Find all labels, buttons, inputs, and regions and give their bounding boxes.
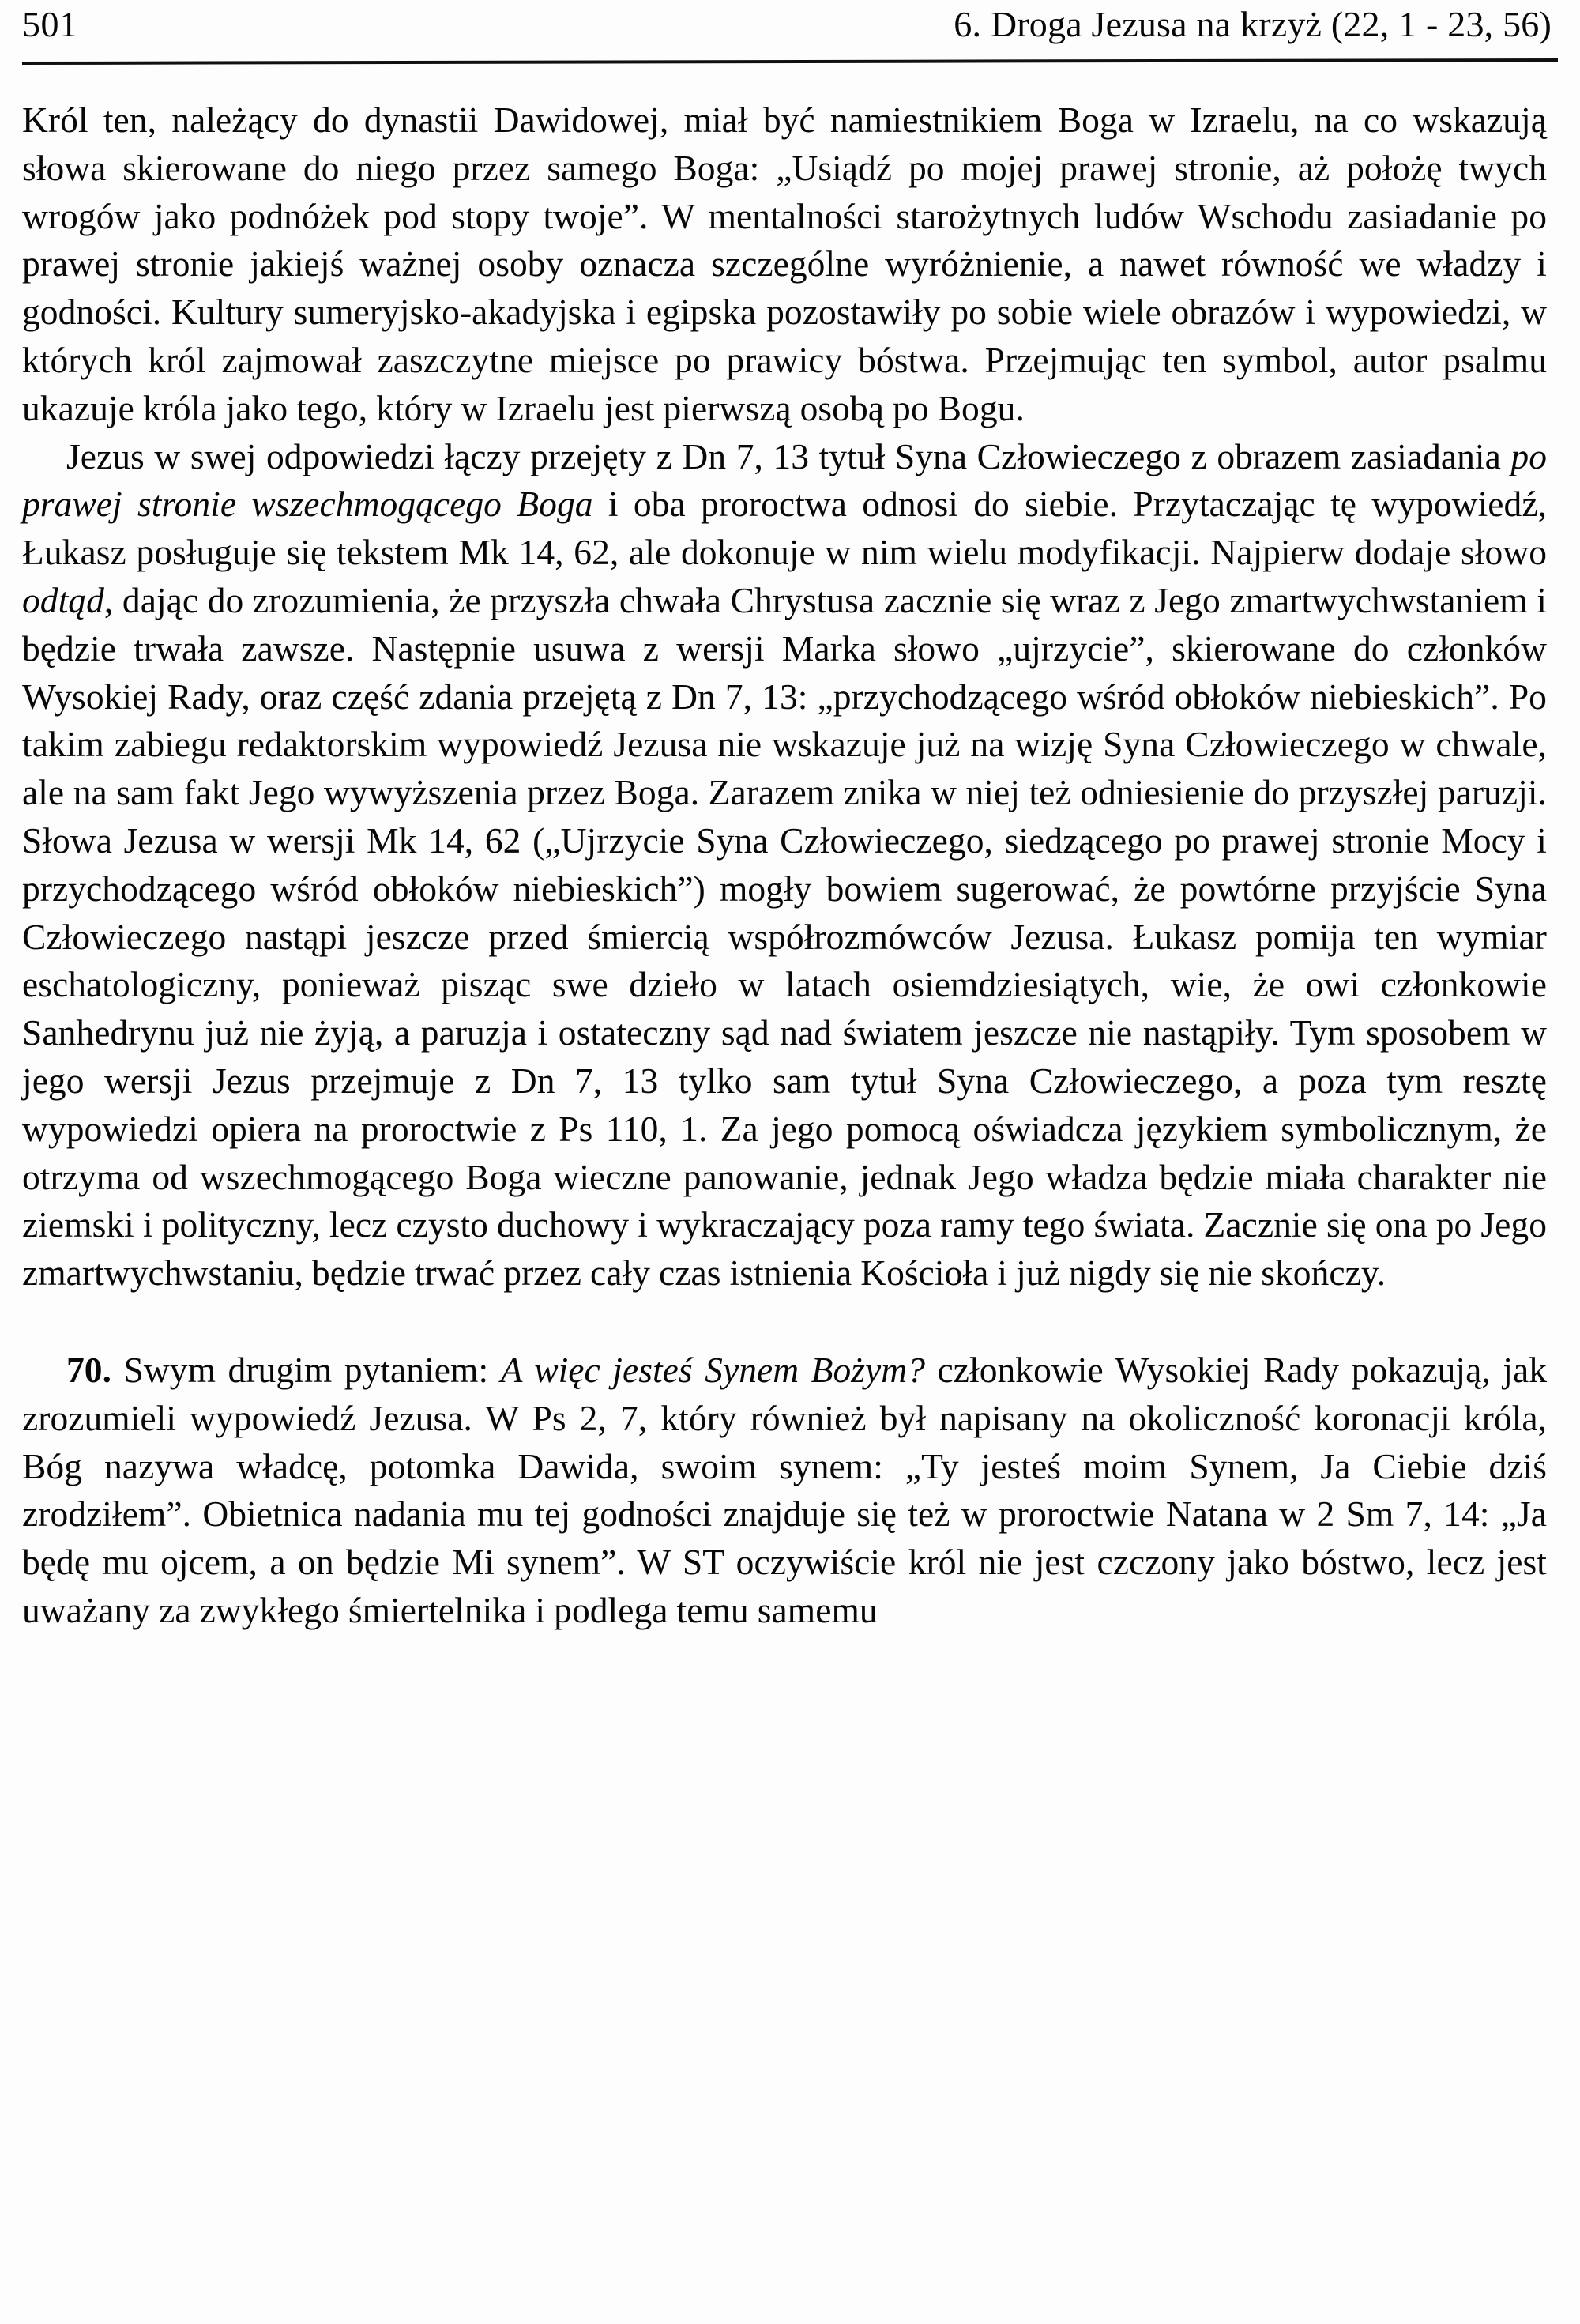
paragraph: [22, 433, 1547, 1298]
text-run: Swym drugim pytaniem:: [111, 1349, 501, 1390]
text-run: Jezus w swej odpowiedzi łączy przejęty z Dn 7, 13 tytuł Syna Człowieczego z obrazem zasiadania: [66, 435, 1511, 476]
chapter-title: 6. Droga Jezusa na krzyż (22, 1 - 23, 56): [954, 4, 1552, 44]
text-run: członkowie Wysokiej Rady pokazują, jak zrozumieli wypowiedź Jezusa. W Ps 2, 7, który również był napisany na okoliczność koronacji króla, Bóg nazywa władcę, potomka Dawida, swoim synem: „Ty jesteś moim Synem, Ja Ciebie dziś zrodziłem”. Obietnica nadania mu tej godności znajduje się też w proroctwie Natana w 2 Sm 7, 14: „Ja będę mu ojcem, a on będzie Mi synem”. W ST oczywiście król nie jest czczony jako bóstwo, lecz jest uważany za zwykłego śmiertelnika i podlega temu samemu: [22, 1349, 1547, 1630]
text-run: Król ten, należący do dynastii Dawidowej, miał być namiestnikiem Boga w Izraelu, na co wskazują słowa skierowane do niego przez samego Boga: „Usiądź po mojej prawej stronie, aż położę twych wrogów jako podnóżek pod stopy twoje”. W mentalności starożytnych ludów Wschodu zasiadanie po prawej stronie jakiejś ważnej osoby oznacza szczególne wyróżnienie, a nawet równość we władzy i godności. Kultury sumeryjsko-akadyjska i egipska pozostawiły po sobie wiele obrazów i wypowiedzi, w których król zajmował zaszczytne miejsce po prawicy bóstwa. Przejmując ten symbol, autor psalmu ukazuje króla jako tego, który w Izraelu jest pierwszą osobą po Bogu.: [22, 100, 1547, 428]
text-run: i oba proroctwa odnosi do siebie. Przytaczając tę wypowiedź, Łukasz posługuje się tekstem Mk 14, 62, ale dokonuje w nim wielu modyfikacji. Najpierw dodaje słowo: [22, 484, 1547, 573]
page-content-area: [22, 0, 1558, 1635]
paragraph: [22, 96, 1547, 433]
body-text-column: [22, 96, 1547, 1635]
running-head: [22, 0, 1558, 55]
emphasis-text: odtąd: [22, 579, 104, 620]
header-divider: [22, 58, 1558, 65]
section-spacer: [22, 1298, 1547, 1347]
emphasis-text: A więc jesteś Synem Bożym?: [500, 1349, 926, 1390]
section-number: 70.: [66, 1349, 112, 1390]
emphasis-text: po prawej stronie wszechmogącego Boga: [22, 435, 1547, 525]
page-number: 501: [22, 4, 78, 44]
text-run: , dając do zrozumienia, że przyszła chwała Chrystusa zacznie się wraz z Jego zmartwychwstaniem i będzie trwała zawsze. Następnie usuwa z wersji Marka słowo „ujrzycie”, skierowane do członków Wysokiej Rady, oraz część zdania przejętą z Dn 7, 13: „przychodzącego wśród obłoków niebieskich”. Po takim zabiegu redaktorskim wypowiedź Jezusa nie wskazuje już na wizję Syna Człowieczego w chwale, ale na sam fakt Jego wywyższenia przez Boga. Zarazem znika w niej też odniesienie do przyszłej paruzji. Słowa Jezusa w wersji Mk 14, 62 („Ujrzycie Syna Człowieczego, siedzącego po prawej stronie Mocy i przychodzącego wśród obłoków niebieskich”) mogły bowiem sugerować, że powtórne przyjście Syna Człowieczego nastąpi jeszcze przed śmiercią współrozmówców Jezusa. Łukasz pomija ten wymiar eschatologiczny, ponieważ pisząc swe dzieło w latach osiemdziesiątych, wie, że owi członkowie Sanhedrynu już nie żyją, a paruzja i ostateczny sąd nad światem jeszcze nie nastąpiły. Tym sposobem w jego wersji Jezus przejmuje z Dn 7, 13 tylko sam tytuł Syna Człowieczego, a poza tym resztę wypowiedzi opiera na proroctwie z Ps 110, 1. Za jego pomocą oświadcza językiem symbolicznym, że otrzyma od wszechmogącego Boga wieczne panowanie, jednak Jego władza będzie miała charakter nie ziemski i polityczny, lecz czysto duchowy i wykraczający poza ramy tego świata. Zacznie się ona po Jego zmartwychwstaniu, będzie trwać przez cały czas istnienia Kościoła i już nigdy się nie skończy.: [22, 579, 1547, 1294]
section-paragraph: [22, 1347, 1547, 1635]
